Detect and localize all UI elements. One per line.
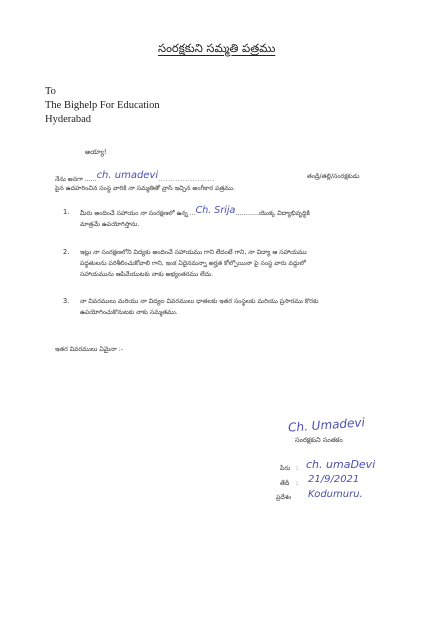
footer-name-label: పేరు xyxy=(280,465,291,472)
intro-second-line: పైన ఉదహరించిన సంస్థ వారికి నా సమ్మతితో వ్రాసి ఇచ్చిన అంగీకార పత్రము. xyxy=(55,185,235,192)
address-to: To xyxy=(45,86,56,97)
guardian-signature: Ch. Umadevi xyxy=(287,415,366,435)
item-1-line-2: మాత్రమే ఉపయోగిస్తాను. xyxy=(80,221,140,228)
intro-prefix: నేను అనగా ...... xyxy=(55,176,97,183)
footer-name-colon: : xyxy=(296,465,299,472)
item-2-text xyxy=(80,247,307,280)
item-1-suffix: ............యొక్క విద్యాభివృద్ధికి xyxy=(235,210,310,217)
signature-caption: సంరక్షకుని సంతకం xyxy=(295,436,343,444)
footer-date-colon: : xyxy=(296,480,299,487)
item-1-prefix: మీరు అందించే సహాయం నా సంరక్షణలో ఉన్న ... xyxy=(80,210,196,217)
item-2-number: 2. xyxy=(63,248,70,256)
relation-label: తండ్రి/తల్లి/సంరక్షకుడు xyxy=(307,173,360,180)
footer-name-value: ch. umaDevi xyxy=(306,458,376,471)
intro-dots: ....................... xyxy=(158,176,215,183)
item-1-text xyxy=(80,207,310,230)
footer-date-label: తేదీ xyxy=(280,480,290,487)
item-2-line-3: సహాయమును ఆపివేయుటకు నాకు అభ్యంతరము లేదు. xyxy=(80,271,213,278)
item-3-text xyxy=(80,296,318,318)
child-name-handwritten: Ch. Srija xyxy=(195,205,236,216)
address-city: Hyderabad xyxy=(45,114,92,125)
footer-date-value: 21/9/2021 xyxy=(308,474,360,485)
guardian-name-handwritten: ch. umadevi xyxy=(96,170,159,181)
document-title: సంరక్షకుని సమ్మతి పత్రము xyxy=(158,41,276,55)
footer-place-value: Kodumuru. xyxy=(308,489,363,500)
item-2-line-2: పద్ధతులను పరిశీలించుకోవాలి గాని, ఇంక ఏదైనమన్నా అర్హత కోల్పోయినా పై సంస్థ వారు వద్దులో xyxy=(80,260,306,267)
item-2-line-1: ఇట్లు నా సంరక్షణలోని విద్యకు అందించే సహాయము గాని లేదంటే గాని, నా విద్యా ఆ సహాయము xyxy=(80,249,307,256)
address-organization: The Bighelp For Education xyxy=(45,100,160,111)
item-3-line-1: నా వివరములు మరియు నా విద్యల వివరములు ధాతలకు ఇతర సంస్థలకు మరియు ప్రసారము కొరకు xyxy=(80,298,319,305)
salutation: అయ్యా! xyxy=(85,148,107,156)
footer-place-label: ప్రదేశం xyxy=(276,494,292,501)
item-1-number: 1. xyxy=(63,208,70,216)
other-details-label: ఇతర వివరములు ఏమైనా :- xyxy=(55,346,124,353)
item-3-line-2: ఉపయోగించుకొనుటకు నాకు సమ్మతము. xyxy=(80,309,178,316)
intro-line xyxy=(55,170,215,184)
item-3-number: 3. xyxy=(63,297,70,305)
